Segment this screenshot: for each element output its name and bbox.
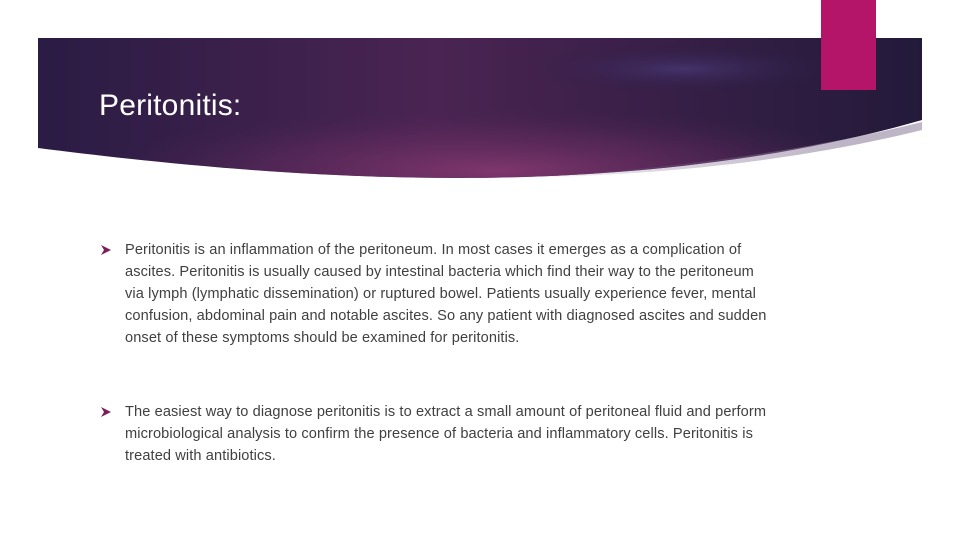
diamond-arrow-bullet-icon (100, 244, 112, 256)
slide-title: Peritonitis: (99, 89, 242, 122)
diamond-arrow-bullet-icon (100, 406, 112, 418)
bullet-text: Peritonitis is an inflammation of the peritoneum. In most cases it emerges as a complication of ascites. Peritonitis is usually caused by intestinal bacteria which find their way to the peritoneum via lymph (lymphatic dissemination) or ruptured bowel. Patients usually experience fever, mental confusion, abdominal pain and notable ascites. So any patient with diagnosed ascites and sudden onset of these symptoms should be examined for peritonitis. (125, 242, 767, 346)
bullet-text: The easiest way to diagnose peritonitis is to extract a small amount of peritoneal fluid and perform microbiological analysis to confirm the presence of bacteria and inflammatory cells. Peritonitis is treated with antibiotics. (125, 404, 767, 464)
